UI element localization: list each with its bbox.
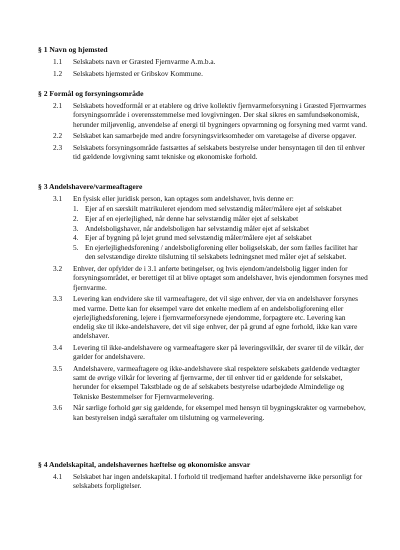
clause-number: 1.1 [53, 57, 63, 67]
clause-text: Levering kan endvidere ske til varmeaftagere, det vil sige enhver, der via en andelshaver forsynes med varme. Dette kan for eksempel være det enkelte medlem af en andelsboligforening eller ejerlejlighedsforening, lejere i fjernvarmeforsynede ejendomme, forpagtere etc. Levering kan endelig ske til ikke-andelshavere, det vil sige enhver, der på grund af egne forhold, ikke kan være andelshaver. [73, 294, 358, 341]
list-item-text: Andelsboligshaver, når andelsboligen har selvstændig måler ejet af selskabet [85, 223, 310, 233]
section-title: § 1 Navn og hjemsted [38, 45, 108, 54]
clause-number: 2.1 [53, 101, 63, 111]
list-item [73, 224, 368, 233]
clause-number: 2.3 [53, 143, 63, 153]
clause-number: 2.2 [53, 131, 63, 141]
section-title: § 4 Andelskapital, andelshavernes hæftelse og økonomiske ansvar [38, 460, 251, 469]
clause-text: Når særlige forhold gør sig gældende, for eksempel med hensyn til bygningskrakter og varmebehov, kan bestyrelsen indgå særaftaler om tilslutning og varmelevering. [73, 403, 366, 422]
section-title: § 3 Andelshavere/varmeaftagere [38, 182, 143, 191]
clause-number: 3.6 [53, 403, 63, 413]
clause [38, 472, 368, 490]
list-marker: 2. [73, 213, 79, 223]
clause [38, 364, 368, 401]
clause-text: Selskabets hovedformål er at etablere og drive kollektiv fjernvarmeforsyning i Græsted Fjernvarmes forsyningsområde i overensstemmelse med lovgivningen. Der skal sikres en samfundsøkonomisk, herunder miljøvenlig, anvendelse af energi til bygningers opvarmning og forsyning med varmt vand. [73, 101, 368, 129]
list-item-text: Ejer af en særskilt matrikuleret ejendom med selvstændig måler/målere ejet af selskabet [85, 204, 342, 213]
clause-text: Selskabet har ingen andelskapital. I forhold til tredjemand hæfter andelshaverne ikke personligt for selskabets forpligtelser. [73, 472, 363, 491]
clause-text: Enhver, der opfylder de i 3.1 anførte betingelser, og hvis ejendom/andelsbolig ligger inden for forsyningsområdet, er berettiget til at blive optaget som andelshaver, hvis ejendommen forsynes med fjernvarme. [73, 264, 368, 292]
clause-text: Selskabet kan samarbejde med andre forsyningsvirksomheder om varetagelse af diverse opgaver. [73, 131, 357, 141]
list-marker: 1. [73, 204, 79, 213]
section-title: § 2 Formål og forsyningsområde [38, 89, 144, 98]
clause-number: 4.1 [53, 472, 63, 482]
clause-text: En fysisk eller juridisk person, kan optages som andelshaver, hvis denne er: [73, 194, 294, 204]
list-item [73, 214, 368, 223]
list-item [73, 233, 368, 242]
section-4 [38, 460, 368, 493]
clause-number: 3.2 [53, 264, 63, 274]
clause-text: Selskabets navn er Græsted Fjernvarme A.m.b.a. [73, 57, 216, 67]
list-marker: 4. [73, 233, 79, 243]
section-1 [38, 45, 368, 81]
clause-text: Selskabets forsyningsområde fastsættes af selskabets bestyrelse under hensyntagen til den til enhver tid gældende lovgivning samt tekniske og økonomiske forhold. [73, 143, 366, 162]
clause [38, 101, 368, 129]
clause-text: Selskabets hjemsted er Gribskov Kommune. [73, 69, 203, 78]
clause [38, 69, 368, 78]
clause [38, 143, 368, 161]
clause-text: Levering til ikke-andelshavere og varmeaftagere sker på leveringsvilkår, der svarer til de vilkår, der gælder for andelshavere. [73, 343, 364, 362]
section-2 [38, 89, 368, 164]
clause-body [73, 194, 368, 261]
clause-number: 3.1 [53, 194, 63, 204]
list-item [73, 243, 368, 261]
clause [38, 57, 368, 66]
list-marker: 3. [73, 223, 79, 233]
list-marker: 5. [73, 243, 79, 253]
clause-number: 1.2 [53, 69, 63, 78]
clause-number: 3.4 [53, 343, 63, 352]
list-item-text: En ejerlejlighedsforening / andelsboligforening eller boligselskab, der som fælles facilitet har den selvstændige direkte tilslutning til selskabets ledningsnet med måler ejet af selskabet. [85, 243, 358, 262]
clause [38, 131, 368, 140]
clause [38, 264, 368, 292]
clause [38, 294, 368, 340]
clause-number: 3.5 [53, 364, 63, 373]
list-item-text: Ejer af bygning på lejet grund med selvstændig måler/målere ejet af selskabet [85, 233, 312, 243]
clause-text: Andelshavere, varmeaftagere og ikke-andelshavere skal respektere selskabets gældende vedtægter samt de øvrige vilkår for levering af fjernvarme, der til enhver tid er gældende for selskabet, herunder for eksempel Takstblade og de af selskabets bestyrelse udarbejdede Almindelige og Tekniske Bestemmelser for Fjernvarmelevering. [73, 364, 360, 401]
clause [38, 403, 368, 421]
clause [38, 343, 368, 361]
clause-number: 3.3 [53, 294, 63, 304]
list-item [73, 204, 368, 213]
list-item-text: Ejer af en ejerlejlighed, når denne har selvstændig måler ejet af selskabet [85, 213, 299, 223]
clause [38, 194, 368, 261]
section-3 [38, 182, 368, 424]
